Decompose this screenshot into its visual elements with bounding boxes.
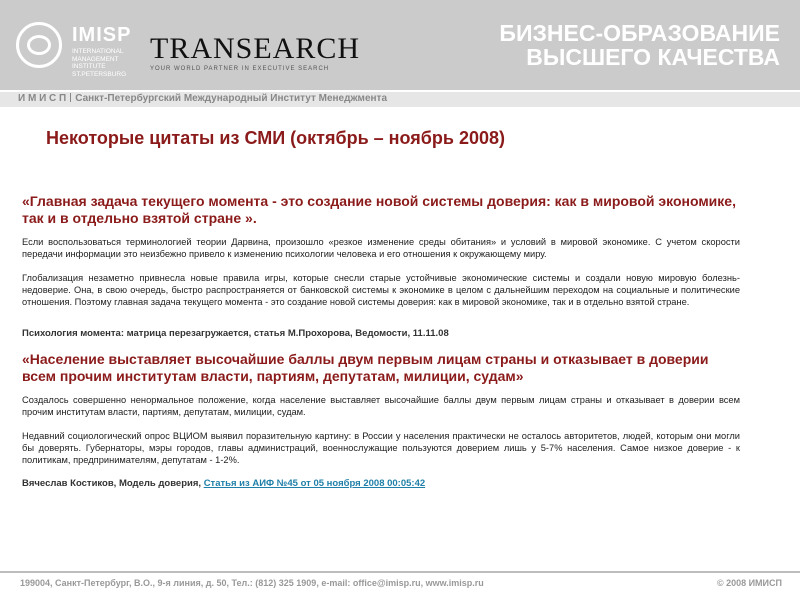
imisp-name: IMISP bbox=[72, 24, 132, 46]
imisp-emblem-icon bbox=[16, 22, 62, 68]
source-link[interactable]: Статья из АИФ №45 от 05 ноября 2008 00:05:42 bbox=[203, 478, 426, 489]
paragraph: Если воспользоваться терминологией теории Дарвина, произошло «резкое изменение среды обитания» и условий в мировой экономике. С учетом скорости передачи информации это неизбежно привело к изменению психологии человека и его отношения к окружающему миру. bbox=[22, 237, 740, 259]
transearch-tagline: YOUR WORLD PARTNER IN EXECUTIVE SEARCH bbox=[150, 66, 330, 72]
paragraph: Создалось совершенно ненормальное положение, когда население выставляет высочайшие баллы двум первым лицам страны и отказывает в доверии всем прочим институтам власти, партиям, депутатам, милиции, судам. bbox=[22, 395, 740, 417]
quote-1: «Главная задача текущего момента - это создание новой системы доверия: как в мировой экономике, так и в отдельно взятой стране ». bbox=[22, 193, 736, 226]
institute-name bbox=[18, 93, 387, 104]
paragraph: Недавний социологический опрос ВЦИОМ выявил поразительную картину: в России у населения практически не осталось авторитетов, людей, которым они могли бы доверять. Губернаторы, мэры городов, главы администраций, военнослужащие пользуются доверием лишь у 5-7% населения. Самое низкое доверие - к политикам, предпринимателям, депутатам - 1-2%. bbox=[22, 431, 740, 465]
slogan-line-2: ВЫСШЕГО КАЧЕСТВА bbox=[526, 44, 780, 70]
institute-full-name: Санкт-Петербургский Международный Институт Менеджмента bbox=[75, 93, 388, 104]
source-2 bbox=[22, 478, 740, 489]
page-title: Некоторые цитаты из СМИ (октябрь – ноябрь 2008) bbox=[46, 128, 505, 148]
transearch-logo[interactable]: TRANSEARCH bbox=[150, 32, 361, 65]
footer-divider bbox=[0, 571, 800, 573]
institute-bar bbox=[0, 92, 800, 107]
header bbox=[0, 0, 800, 90]
footer-copyright: © 2008 ИМИСП bbox=[716, 578, 782, 588]
source-1: Психология момента: матрица перезагружается, статья М.Прохорова, Ведомости, 11.11.08 bbox=[22, 328, 449, 339]
source-author: Вячеслав Костиков, Модель доверия, bbox=[22, 478, 202, 489]
slogan-line-1: БИЗНЕС-ОБРАЗОВАНИЕ bbox=[499, 20, 780, 46]
imisp-subtitle: INTERNATIONAL MANAGEMENT INSTITUTE ST.PETERSBURG bbox=[72, 48, 127, 78]
institute-short-name: И М И С П bbox=[18, 93, 67, 104]
footer-address: 199004, Санкт-Петербург, В.О., 9-я линия, д. 50, Тел.: (812) 325 1909, e-mail: office@imisp.ru, www.imisp.ru bbox=[20, 578, 484, 588]
main-content bbox=[22, 193, 740, 489]
separator bbox=[70, 93, 71, 102]
imisp-logo[interactable] bbox=[16, 22, 136, 78]
quote-2: «Население выставляет высочайшие баллы двум первым лицам страны и отказывает в доверии всем прочим институтам власти, партиям, депутатам, милиции, судам» bbox=[22, 351, 709, 384]
paragraph: Глобализация незаметно привнесла новые правила игры, которые снесли старые устойчивые экономические системы и создали новую мировую болезнь-недоверие. Она, в свою очередь, быстро распространяется от банковской системы к экономике в целом с дальнейшим переходом на социальные и политические отношения. Поэтому главная задача текущего момента - это создание новой системы доверия: как в мировой экономике, так и в отдельно взятой стране. bbox=[22, 273, 740, 307]
